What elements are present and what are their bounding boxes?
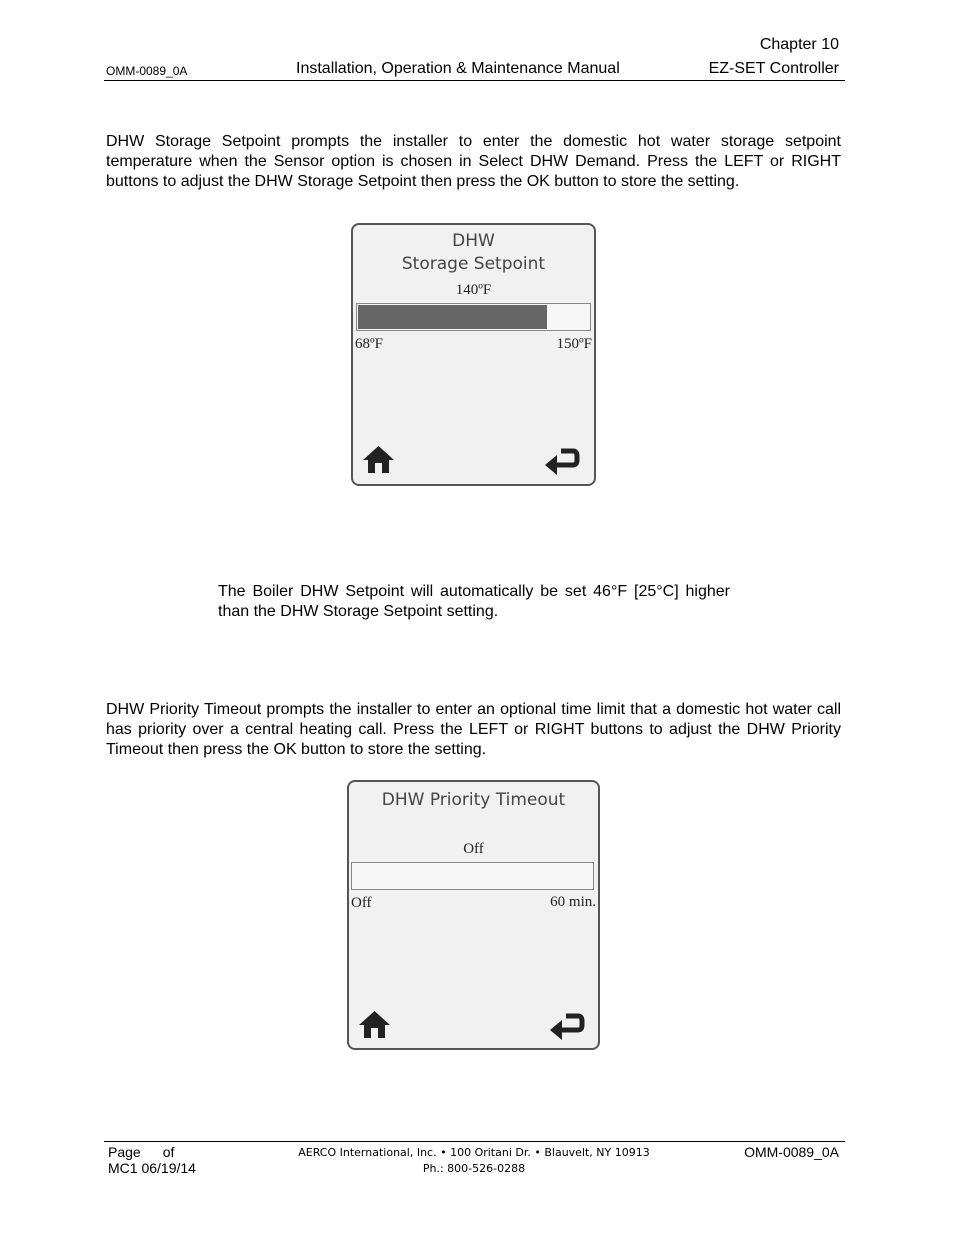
company-address: AERCO International, Inc. • 100 Oritani Dr. • Blauvelt, NY 10913: [298, 1146, 650, 1159]
home-icon[interactable]: [358, 1010, 391, 1040]
footer-rule: [104, 1141, 845, 1142]
timeout-value: Off: [463, 841, 484, 857]
return-arrow-icon[interactable]: [548, 1012, 586, 1042]
screen-title-line1: DHW: [452, 231, 495, 251]
priority-timeout-paragraph: DHW Priority Timeout prompts the installer to enter an optional time limit that a domestic hot water call has priority over a central heating call. Press the LEFT or RIGHT buttons to adjust the DHW Priority Timeout then press the OK button to store the setting.: [106, 701, 841, 758]
setpoint-slider-fill: [358, 305, 547, 329]
storage-setpoint-paragraph: DHW Storage Setpoint prompts the installer to enter the domestic hot water storage setpoint temperature when the Sensor option is chosen in Select DHW Demand. Press the LEFT or RIGHT buttons to adjust the DHW Storage Setpoint then press the OK button to store the setting.: [106, 133, 841, 190]
slider-max-label: 60 min.: [550, 894, 596, 910]
timeout-slider[interactable]: [351, 862, 594, 890]
setpoint-value: 140ºF: [455, 282, 492, 298]
setpoint-note: The Boiler DHW Setpoint will automatically be set 46°F [25°C] higher than the DHW Storage Setpoint setting.: [218, 583, 730, 620]
page-word: Page: [108, 1144, 141, 1160]
chapter-label: Chapter 10: [759, 36, 839, 53]
return-arrow-icon[interactable]: [543, 447, 581, 477]
screen-title-line2: Storage Setpoint: [401, 254, 546, 274]
footer-doc-number: OMM-0089_0A: [744, 1144, 839, 1160]
setpoint-slider[interactable]: [356, 303, 591, 331]
priority-timeout-screen: [347, 780, 600, 1050]
header-rule: [104, 80, 845, 81]
storage-setpoint-screen: [351, 223, 596, 486]
manual-title: Installation, Operation & Maintenance Manual: [296, 60, 620, 77]
company-phone: Ph.: 800-526-0288: [422, 1162, 526, 1175]
section-title: EZ-SET Controller: [708, 60, 839, 77]
slider-max-label: 150ºF: [556, 336, 592, 352]
header-doc-number: OMM-0089_0A: [106, 64, 188, 78]
revision-label: MC1 06/19/14: [108, 1160, 196, 1176]
page-label: [108, 1144, 174, 1160]
of-word: of: [162, 1144, 175, 1160]
footer-address-block: [270, 1145, 678, 1177]
screen-title: DHW Priority Timeout: [381, 790, 566, 810]
slider-min-label: 68ºF: [355, 336, 383, 352]
slider-min-label: Off: [351, 895, 372, 911]
home-icon[interactable]: [362, 445, 395, 475]
